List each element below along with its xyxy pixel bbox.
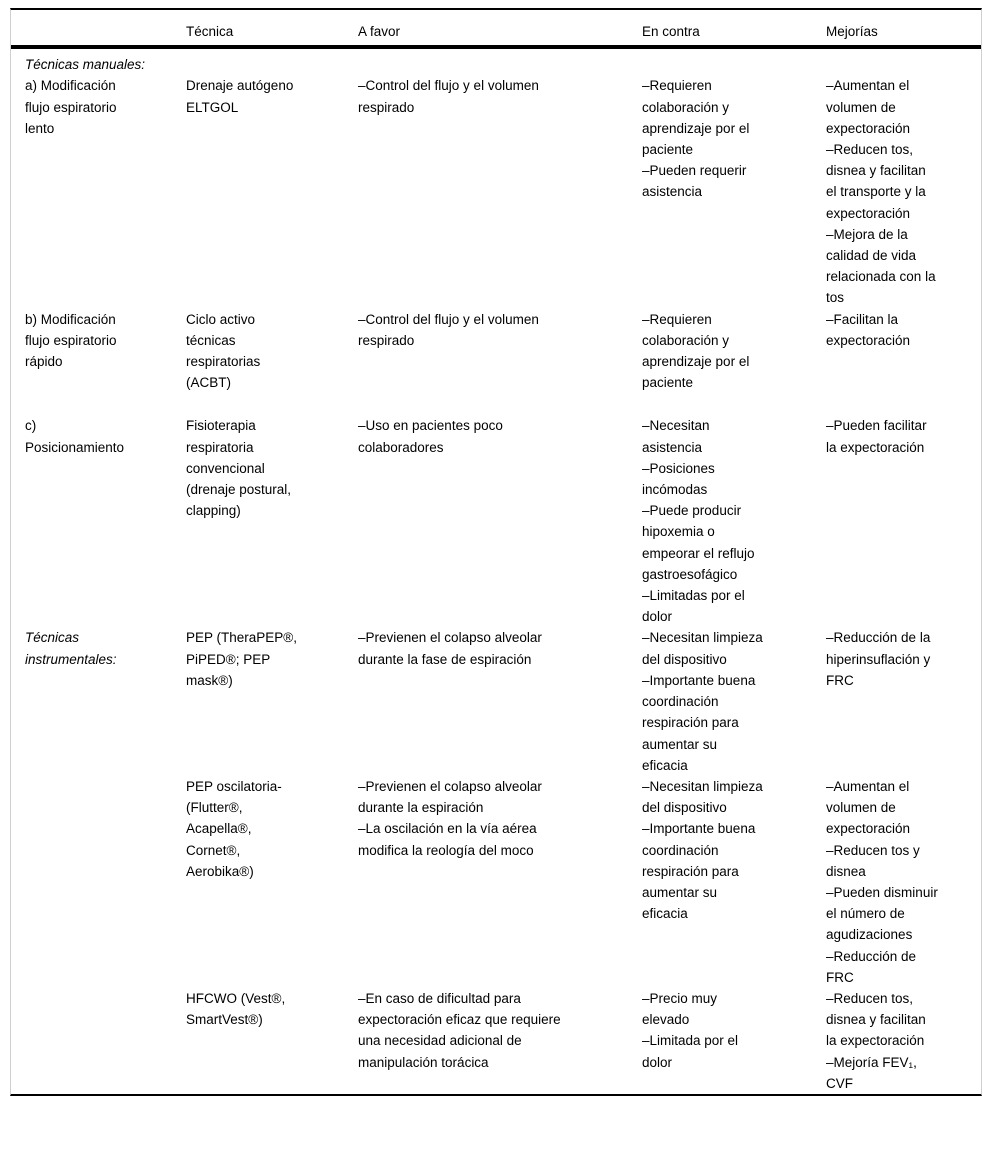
bullet-item: –Reducen tos y disnea [826, 842, 920, 879]
cell-pros [358, 988, 642, 1094]
cell-pros [358, 627, 642, 775]
bullet-item: –Reducen tos, disnea y facilitan la expectoración [826, 990, 926, 1049]
bullet-item: –Pueden disminuir el número de agudizaciones [826, 884, 938, 943]
row-label: a) Modificación flujo espiratorio lento [25, 78, 117, 136]
bullet-item: –Precio muy elevado [642, 990, 718, 1028]
cell-cons [642, 75, 826, 308]
bullet-item: –Previenen el colapso alveolar durante la fase de espiración [358, 630, 542, 667]
column-header-mejorias: Mejorías [826, 24, 878, 39]
table-row-modificacion-lento [11, 75, 981, 308]
bullet-item: –Puede producir hipoxemia o empeorar el reflujo gastroesofágico [642, 503, 755, 582]
bullet-item: –Reducción de la hiperinsuflación y FRC [826, 630, 931, 688]
bullet-item: –La oscilación en la vía aérea modifica la reología del moco [358, 821, 537, 858]
cell-cons [642, 776, 826, 988]
bullet-item: –Aumentan el volumen de expectoración [826, 78, 911, 136]
bullet-item: –Mejora de la calidad de vida relacionada con la tos [826, 226, 936, 306]
bullet-item: –Previenen el colapso alveolar durante la espiración [358, 778, 542, 816]
cell-cons [642, 627, 826, 775]
cell-cons [642, 415, 826, 627]
cell-pros [358, 415, 642, 627]
bullet-item: –Importante buena coordinación respiración para aumentar su eficacia [642, 821, 756, 922]
row-label-empty [11, 988, 186, 1094]
column-header-en-contra: En contra [642, 24, 700, 39]
section-header-tecnicas-manuales: Técnicas manuales: [25, 57, 146, 73]
cell-technique: PEP (TheraPEP®, PiPED®; PEP mask®) [186, 630, 297, 688]
cell-improvements [826, 776, 981, 988]
cell-technique: HFCWO (Vest®, SmartVest®) [186, 990, 286, 1028]
cell-improvements [826, 309, 981, 394]
row-label: b) Modificación flujo espiratorio rápido [25, 311, 117, 370]
bullet-item: –Requieren colaboración y aprendizaje por el paciente [642, 78, 750, 158]
header-empty-cell [11, 10, 186, 45]
bullet-item: –Limitada por el dolor [642, 1033, 739, 1070]
column-header-tecnica: Técnica [186, 24, 234, 39]
table-header-row [11, 10, 981, 49]
row-label-empty [11, 776, 186, 988]
cell-improvements [826, 627, 981, 775]
table-row-pep-oscilatoria [11, 776, 981, 988]
cell-technique: PEP oscilatoria- (Flutter®, Acapella®, Cornet®, Aerobika®) [186, 778, 282, 879]
bullet-item: –Reducción de FRC [826, 948, 917, 985]
bullet-item: –Control del flujo y el volumen respirado [358, 78, 539, 115]
bullet-item: –Posiciones incómodas [642, 460, 715, 498]
bullet-item: –Requieren colaboración y aprendizaje por el paciente [642, 311, 750, 391]
bullet-item: –Reducen tos, disnea y facilitan el transporte y la expectoración [826, 142, 926, 221]
cell-pros [358, 776, 642, 988]
bullet-item: –Facilitan la expectoración [826, 311, 911, 348]
bullet-item: –Necesitan limpieza del dispositivo [642, 778, 763, 816]
bullet-item: –En caso de dificultad para expectoración eficaz que requiere una necesidad adicional de manipulación torácica [358, 990, 561, 1070]
cell-pros [358, 309, 642, 394]
table-row-posicionamiento [11, 415, 981, 627]
bullet-item: –Limitadas por el dolor [642, 588, 745, 625]
bullet-item: –Pueden facilitar la expectoración [826, 418, 927, 455]
cell-improvements [826, 75, 981, 308]
cell-pros [358, 75, 642, 308]
cell-cons [642, 309, 826, 394]
cell-improvements [826, 988, 981, 1094]
table-row-modificacion-rapido [11, 309, 981, 416]
bullet-item: –Necesitan asistencia [642, 418, 710, 455]
cell-technique: Drenaje autógeno ELTGOL [186, 78, 294, 115]
cell-technique: Fisioterapia respiratoria convencional (drenaje postural, clapping) [186, 418, 292, 519]
bullet-item: –Mejoría FEV₁, CVF [826, 1054, 917, 1091]
cell-improvements [826, 415, 981, 627]
techniques-table [10, 8, 982, 1096]
bullet-item: –Necesitan limpieza del dispositivo [642, 630, 763, 667]
bullet-item: –Aumentan el volumen de expectoración [826, 778, 911, 837]
bullet-item: –Control del flujo y el volumen respirado [358, 311, 539, 348]
table-row-hfcwo [11, 988, 981, 1094]
cell-technique: Ciclo activo técnicas respiratorias (ACBT) [186, 311, 261, 391]
bullet-item: –Pueden requerir asistencia [642, 163, 747, 200]
table-row-pep [11, 627, 981, 775]
bullet-item: –Uso en pacientes poco colaboradores [358, 418, 503, 455]
bullet-item: –Importante buena coordinación respiración para aumentar su eficacia [642, 672, 756, 773]
section-header-tecnicas-instrumentales: Técnicas instrumentales: [25, 630, 117, 667]
row-label: c) Posicionamiento [25, 418, 125, 455]
cell-cons [642, 988, 826, 1094]
column-header-a-favor: A favor [358, 24, 401, 39]
